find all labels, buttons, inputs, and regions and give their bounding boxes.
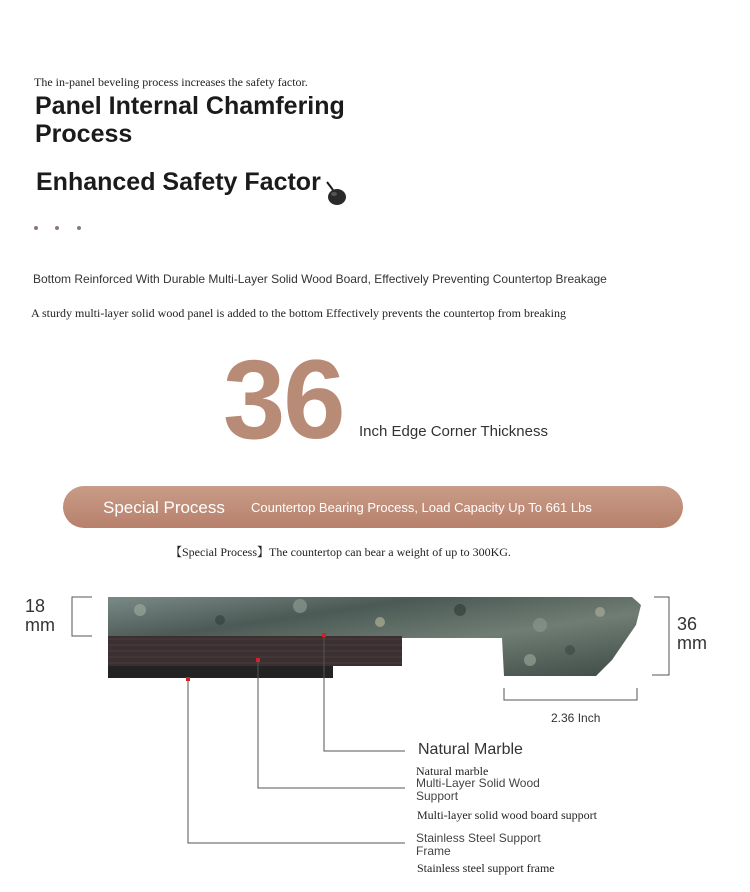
label-wood-support-translation: Multi-layer solid wood board support [417, 808, 597, 822]
wood-layer [108, 636, 402, 666]
steel-marker [186, 677, 190, 681]
right-dimension-value: 36 [677, 614, 698, 634]
width-dimension-label: 2.36 Inch [551, 711, 601, 725]
reinforcement-headline: Bottom Reinforced With Durable Multi-Layer Solid Wood Board, Effectively Preventing Countertop Breakage [33, 272, 607, 286]
label-natural-marble: Natural Marble [418, 741, 523, 758]
left-dimension-bracket [72, 597, 92, 636]
right-dimension-unit: mm [677, 633, 707, 653]
steel-leader-line [188, 681, 405, 843]
width-dimension-bracket [504, 688, 637, 700]
banner-special-label: Special Process [103, 498, 225, 517]
banner-description: Countertop Bearing Process, Load Capacity Up To 661 Lbs [251, 500, 592, 515]
thickness-label: Inch Edge Corner Thickness [359, 423, 548, 440]
reinforcement-subline: A sturdy multi-layer solid wood panel is added to the bottom Effectively prevents the countertop from breaking [31, 306, 566, 320]
label-natural-marble-translation: Natural marble [416, 764, 489, 778]
label-wood-support: Multi-Layer Solid Wood Support [416, 776, 540, 803]
wood-leader-line [258, 662, 405, 788]
special-process-note: 【Special Process】The countertop can bear a weight of up to 300KG. [170, 545, 511, 559]
thickness-number: 36 [223, 337, 344, 462]
top-note: The in-panel beveling process increases the safety factor. [34, 75, 308, 89]
steel-frame-layer [108, 666, 333, 678]
title-panel-chamfering: Panel Internal Chamfering Process [35, 92, 345, 148]
title-safety-factor: Enhanced Safety Factor [36, 168, 321, 196]
label-steel-frame-translation: Stainless steel support frame [417, 861, 555, 875]
left-dimension-value: 18 [25, 596, 46, 616]
left-dimension-unit: mm [25, 615, 55, 635]
wood-marker [256, 658, 260, 662]
right-dimension-bracket [652, 597, 669, 675]
label-steel-frame: Stainless Steel Support Frame [416, 831, 541, 858]
marble-marker [322, 633, 326, 637]
